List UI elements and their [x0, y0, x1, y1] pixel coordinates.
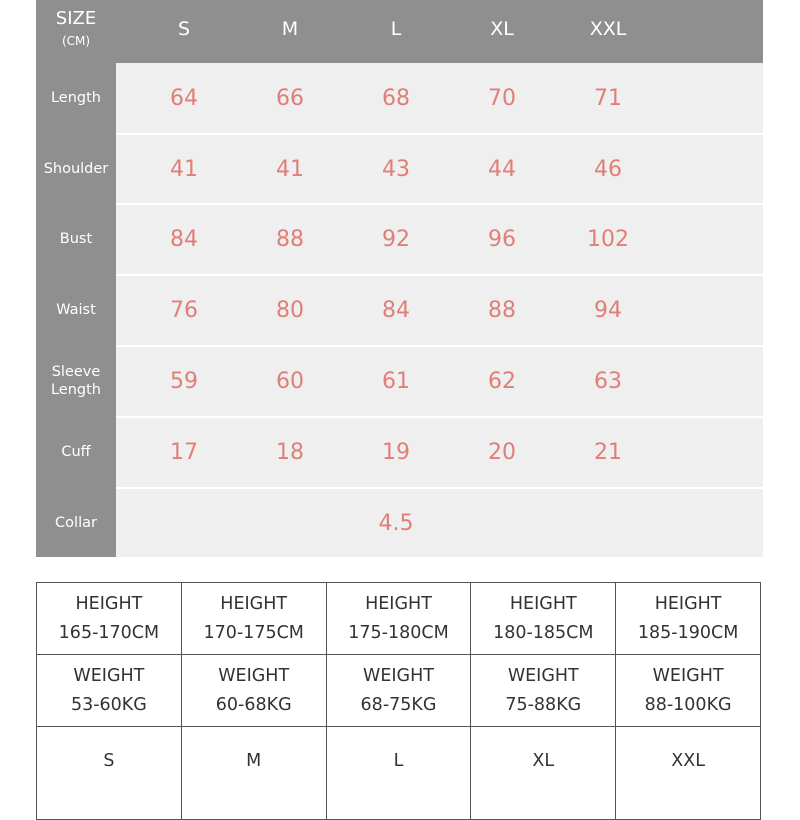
measurement-value: 70 — [488, 85, 516, 111]
measurement-value: 64 — [170, 85, 198, 111]
measurement-label: Shoulder — [43, 161, 109, 177]
size-row — [37, 727, 761, 820]
size-value: XXL — [671, 751, 705, 771]
height-range: 175-180CM — [348, 622, 449, 643]
measurement-value: 18 — [276, 439, 304, 465]
measurement-value — [563, 488, 653, 558]
weight-cell — [471, 655, 616, 727]
measurement-value: 71 — [594, 85, 622, 111]
size-cell — [37, 727, 182, 820]
weight-label: WEIGHT — [218, 665, 290, 686]
weight-cell — [326, 655, 471, 727]
height-cell — [471, 583, 616, 655]
size-value: XL — [532, 751, 555, 771]
size-corner-title: SIZE — [55, 8, 97, 29]
weight-range: 68-75KG — [360, 694, 437, 715]
measurement-value: 80 — [276, 297, 304, 323]
height-label: HEIGHT — [654, 593, 722, 614]
size-column-header: XXL — [589, 18, 627, 40]
size-chart — [36, 0, 763, 557]
weight-label: WEIGHT — [73, 665, 145, 686]
height-cell — [37, 583, 182, 655]
weight-range: 53-60KG — [70, 694, 147, 715]
weight-label: WEIGHT — [652, 665, 724, 686]
size-cell — [471, 727, 616, 820]
size-cell — [181, 727, 326, 820]
weight-range: 75-88KG — [505, 694, 582, 715]
measurement-value: 96 — [488, 226, 516, 252]
measurement-value: 20 — [488, 439, 516, 465]
row-divider — [116, 416, 763, 418]
row-divider — [116, 345, 763, 347]
measurement-label: Cuff — [61, 444, 91, 460]
height-row — [37, 583, 761, 655]
measurement-label: Sleeve Length — [50, 364, 101, 398]
row-divider — [116, 203, 763, 205]
size-cell — [326, 727, 471, 820]
row-divider — [116, 274, 763, 276]
measurement-value: 102 — [587, 226, 629, 252]
measurement-value: 19 — [382, 439, 410, 465]
measurement-value — [457, 488, 547, 558]
measurement-value: 21 — [594, 439, 622, 465]
measurement-value: 43 — [382, 156, 410, 182]
weight-cell — [181, 655, 326, 727]
size-cell — [616, 727, 761, 820]
size-column-header: XL — [490, 18, 514, 40]
weight-cell — [616, 655, 761, 727]
height-cell — [326, 583, 471, 655]
size-corner-unit: (CM) — [61, 34, 91, 48]
measurement-value — [245, 488, 335, 558]
height-weight-table — [36, 582, 761, 820]
height-range: 185-190CM — [637, 622, 739, 643]
measurement-value: 76 — [170, 297, 198, 323]
measurement-value: 61 — [382, 368, 410, 394]
measurement-value: 46 — [594, 156, 622, 182]
measurement-value: 84 — [170, 226, 198, 252]
height-label: HEIGHT — [220, 593, 288, 614]
measurement-value: 59 — [170, 368, 198, 394]
height-label: HEIGHT — [75, 593, 143, 614]
height-range: 165-170CM — [58, 622, 160, 643]
size-chart-header — [36, 0, 763, 63]
weight-label: WEIGHT — [363, 665, 434, 686]
measurement-value: 68 — [382, 85, 410, 111]
measurement-value: 41 — [276, 156, 304, 182]
height-range: 180-185CM — [493, 622, 594, 643]
measurement-value: 88 — [276, 226, 304, 252]
measurement-value — [139, 488, 229, 558]
measurement-label: Collar — [55, 515, 97, 531]
size-value: S — [103, 751, 115, 771]
measurement-value: 62 — [488, 368, 516, 394]
weight-label: WEIGHT — [507, 665, 579, 686]
measurement-value: 66 — [276, 85, 304, 111]
size-column-header: L — [390, 18, 402, 40]
measurement-value: 63 — [594, 368, 622, 394]
row-divider — [116, 487, 763, 489]
measurement-label: Bust — [59, 231, 93, 247]
height-label: HEIGHT — [365, 593, 432, 614]
size-column-header: S — [177, 18, 191, 40]
measurement-value: 92 — [382, 226, 410, 252]
height-cell — [181, 583, 326, 655]
height-cell — [616, 583, 761, 655]
height-range: 170-175CM — [203, 622, 304, 643]
measurement-value: 84 — [382, 297, 410, 323]
measurement-value: 60 — [276, 368, 304, 394]
height-label: HEIGHT — [509, 593, 577, 614]
size-value: M — [246, 751, 262, 771]
weight-range: 60-68KG — [215, 694, 292, 715]
weight-range: 88-100KG — [644, 694, 732, 715]
row-divider — [116, 133, 763, 135]
measurement-value: 88 — [488, 297, 516, 323]
weight-cell — [37, 655, 182, 727]
measurement-value: 41 — [170, 156, 198, 182]
weight-row — [37, 655, 761, 727]
measurement-value: 17 — [170, 439, 198, 465]
measurement-label: Waist — [56, 302, 96, 318]
measurement-label: Length — [50, 90, 101, 106]
measurement-value: 44 — [488, 156, 516, 182]
measurement-value: 94 — [594, 297, 622, 323]
measurement-value: 4.5 — [378, 510, 414, 536]
size-column-header: M — [281, 18, 299, 40]
size-value: L — [393, 751, 404, 771]
